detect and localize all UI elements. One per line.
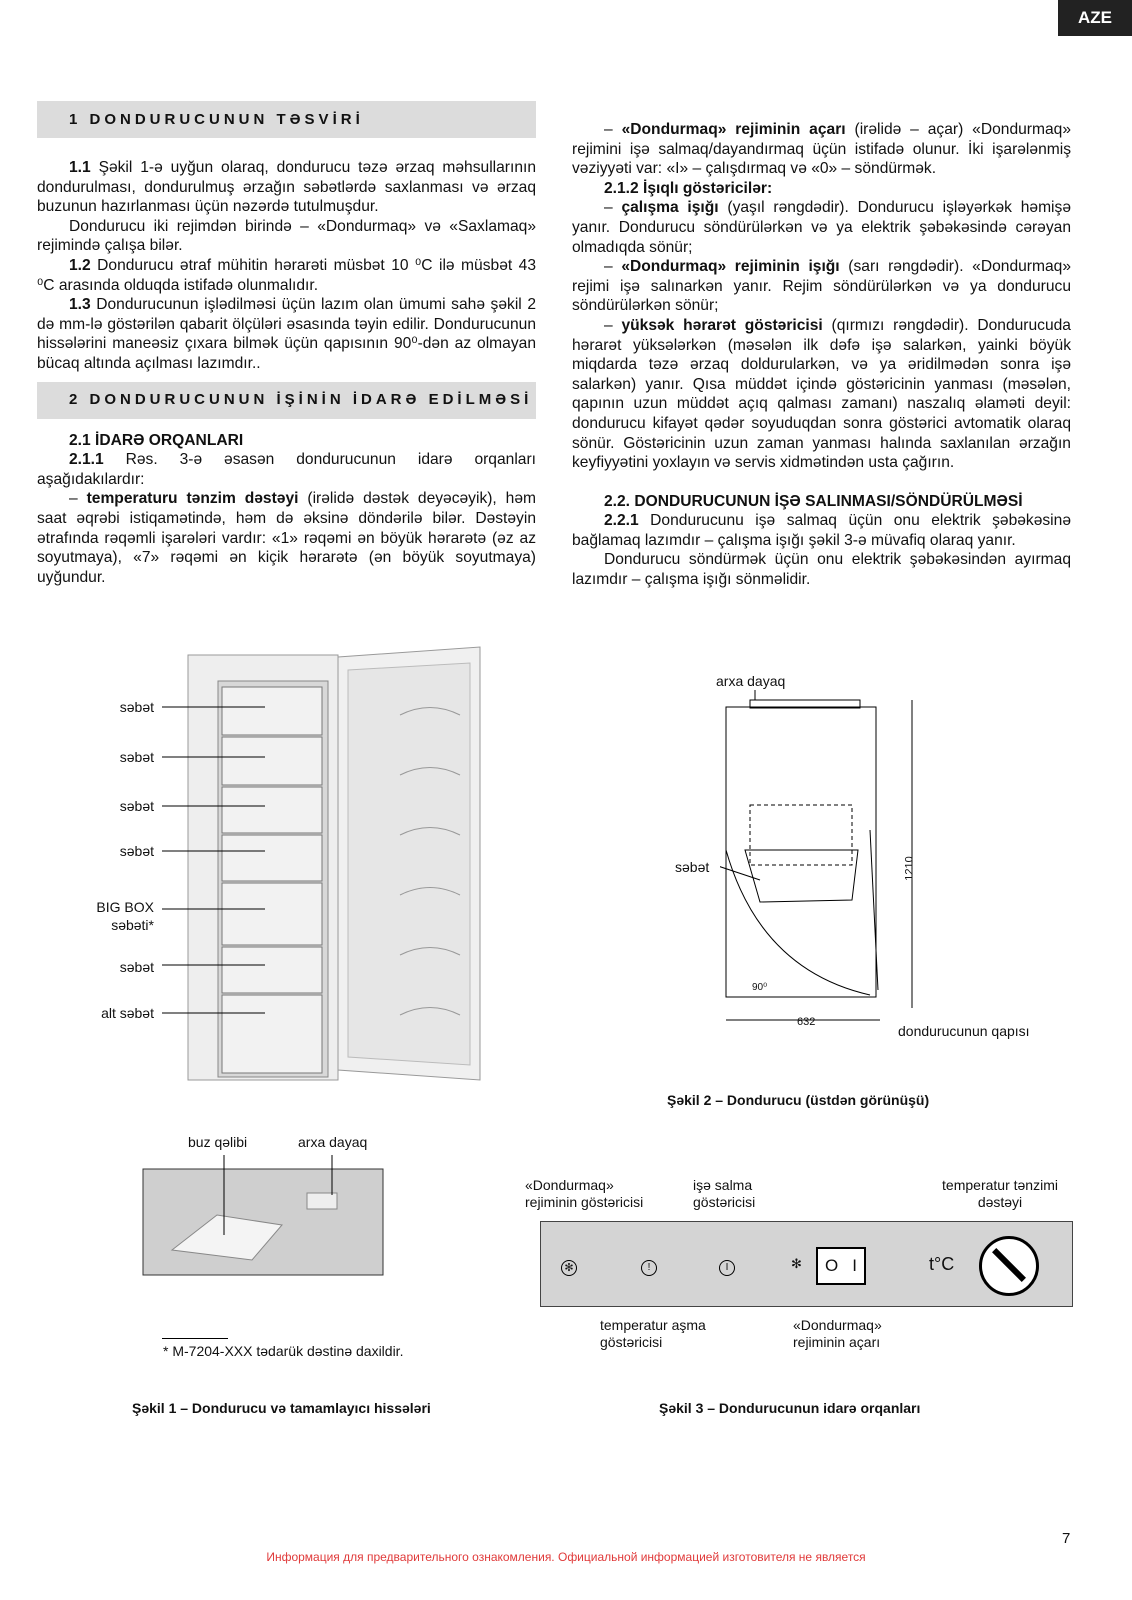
paragraph: – temperaturu tənzim dəstəyi (irəlidə dəstək deyəcəyik), həm saat əqrəbi istiqamətində, həm də əksinə döndərilə bilər. Dəstəyin ətrafında rəqəmli işarələri vardır: «1» rəqəmi ən böyük hərarətə (əz az soyutmaya), «7» rəqəmi ən kiçik hərarətə (ən böyük soyutmaya) uyğundur.	[37, 490, 536, 586]
paragraph: 2.1.1 Rəs. 3-ə əsasən dondurucunun idarə orqanları aşağıdakılardır:	[37, 451, 536, 488]
paragraph: 1.3 Dondurucunun işlədilməsi üçün lazım olan ümumi sahə şəkil 2 də mm-lə göstərilən qabarit ölçüləri əsasında təyin edilir. Dondurucunun hissələrini maneəsiz çıxara bilmək üçün qapısının 90⁰-dən az olmayan bücaq altında açılması lazımdır..	[37, 296, 536, 372]
accessories-photo	[142, 1155, 384, 1277]
paragraph: 2.2.1 Dondurucunu işə salmaq üçün onu elektrik şəbəkəsinə bağlamaq lazımdır – çalışma işığı şəkil 3-ə müvafiq olaraq yanır.	[572, 512, 1071, 549]
left-column	[37, 101, 536, 587]
right-column	[572, 120, 1071, 590]
label-knob: temperatur tənzimi dəstəyi	[942, 1177, 1058, 1210]
label-freeze-indicator: «Dondurmaq» rejiminin göstəricisi	[525, 1177, 644, 1210]
subheading: 2.1.2 İşıqlı göstəricilər:	[604, 179, 773, 197]
figure-2-caption: Şəkil 2 – Dondurucu (üstdən görünüşü)	[667, 1092, 930, 1108]
label-basket: səbət	[119, 699, 154, 715]
paragraph: 1.1 Şəkil 1-ə uyğun olaraq, dondurucu təzə ərzaq məhsullarının dondurulması, dondurulmuş ərzağın səbətlərdə saxlanması və ərzaq buzunun hazırlanması üçün nəzərdə tutulmuşdur.	[37, 159, 536, 216]
label-basket: səbət	[675, 859, 710, 875]
warning-indicator-icon: !	[641, 1260, 657, 1276]
paragraph: Dondurucu söndürmək üçün onu elektrik şəbəkəsindən ayırmaq lazımdır – çalışma işığı sönməlidir.	[572, 551, 1071, 589]
label-basket: səbət	[119, 843, 154, 859]
temperature-knob[interactable]	[979, 1236, 1039, 1296]
control-panel	[540, 1221, 1073, 1307]
paragraph: 1.2 Dondurucu ətraf mühitin hərarəti müsbət 10 ⁰C ilə müsbət 43 ⁰C arasında olduqda istifadə olunmalıdır.	[37, 256, 536, 294]
power-indicator-icon: I	[719, 1260, 735, 1276]
figure-3-caption: Şəkil 3 – Dondurucunun idarə orqanları	[659, 1400, 921, 1416]
label-door: dondurucunun qapısı	[898, 1023, 1030, 1039]
label-power-indicator: işə salma göstəricisi	[693, 1177, 756, 1210]
angle-label: 90⁰	[752, 982, 768, 993]
paragraph: – yüksək hərarət göstəricisi (qırmızı rəngdədir). Dondurucuda hərarət yüksələrkən (məsələn ilk dəfə işə salarkən, yainki böyük miqdarda təzə ərzaq doldurularkən, və ya əridilmədən sonra işə salarkən) yanır. Qısa müddət içində göstəricinin yanması (məsələn, qapının uzun müddət açıq qalması zamanı) naszalıq əlaməti deyil: dondurucu kifayət qədər soyuduqdan sonra göstərici avtomatik olaraq sönür. Göstəricinin uzun zaman yanması halında saxlanılan ərzağın keyfiyyətini yoxlayın və servis xidmətindən usta çağırın.	[572, 316, 1071, 472]
switch-on-label: I	[852, 1256, 857, 1275]
subheading: 2.1 İDARƏ ORQANLARI	[69, 431, 244, 449]
knob-grip	[992, 1248, 1026, 1282]
section-1-heading: 1 DONDURUCUNUN TƏSVİRİ	[37, 101, 536, 138]
height-dimension: 1210	[903, 856, 916, 881]
page-number: 7	[1062, 1530, 1071, 1547]
label-big-box: BIG BOX	[96, 899, 154, 915]
paragraph: – çalışma işığı (yaşıl rəngdədir). Dondurucu işləyərkək həmişə yanır. Dondurucu söndürülərkən və ya elektrik şəbəkəsində cərəyan olmadıqda sönür;	[572, 199, 1071, 256]
figure-1-caption: Şəkil 1 – Dondurucu və tamamlayıcı hissələri	[132, 1400, 431, 1416]
label-bottom-basket: alt səbət	[101, 1005, 154, 1021]
footnote-rule	[162, 1338, 228, 1339]
subheading: 2.2. DONDURUCUNUN İŞƏ SALINMASI/SÖNDÜRÜLMƏSİ	[604, 492, 1023, 510]
snowflake-icon: ✻	[791, 1256, 802, 1271]
label-over-temp-indicator: temperatur aşma göstəricisi	[600, 1317, 706, 1350]
paragraph: Dondurucu iki rejimdən birində – «Dondurmaq» və «Saxlamaq» rejimində çalışa bilər.	[37, 217, 536, 255]
label-basket: səbət	[119, 959, 154, 975]
paragraph: – «Dondurmaq» rejiminin açarı (irəlidə – açar) «Dondurmaq» rejimini işə salmaq/dayandırmaq üçün istifadə olunur. İki işarələnmiş vəziyyəti var: «I» – çalışdırmaq və «0» – söndürmək.	[572, 121, 1071, 178]
label-big-box: səbəti*	[111, 917, 154, 933]
label-back-stop: arxa dayaq	[716, 673, 786, 689]
label-leader-lines	[160, 700, 270, 1020]
label-ice-tray: buz qəlibi	[188, 1134, 248, 1150]
snowflake-indicator-icon: ✻	[561, 1260, 577, 1276]
disclaimer-footer: Информация для предварительного ознакомления. Официальной информацией изготовителя не является	[266, 1550, 866, 1564]
section-2-heading: 2 DONDURUCUNUN İŞİNİN İDARƏ EDİLMƏSİ	[37, 382, 536, 419]
width-dimension: 632	[797, 1016, 816, 1028]
label-basket: səbət	[119, 749, 154, 765]
label-freeze-switch: «Dondurmaq» rejiminin açarı	[793, 1317, 882, 1350]
switch-off-label: O	[825, 1256, 839, 1275]
label-back-stop: arxa dayaq	[298, 1134, 368, 1150]
freeze-mode-switch[interactable]	[816, 1247, 866, 1285]
temperature-symbol: t°C	[929, 1254, 955, 1274]
label-basket: səbət	[119, 798, 154, 814]
footnote: * M-7204-XXX tədarük dəstinə daxildir.	[163, 1343, 404, 1359]
language-badge: AZE	[1058, 0, 1132, 36]
paragraph: – «Dondurmaq» rejiminin işığı (sarı rəngdədir). «Dondurmaq» rejimi işə salınarkən yanır. Rejim söndürülərkən və ya dondurucu söndürülərkən sönür;	[572, 258, 1071, 315]
